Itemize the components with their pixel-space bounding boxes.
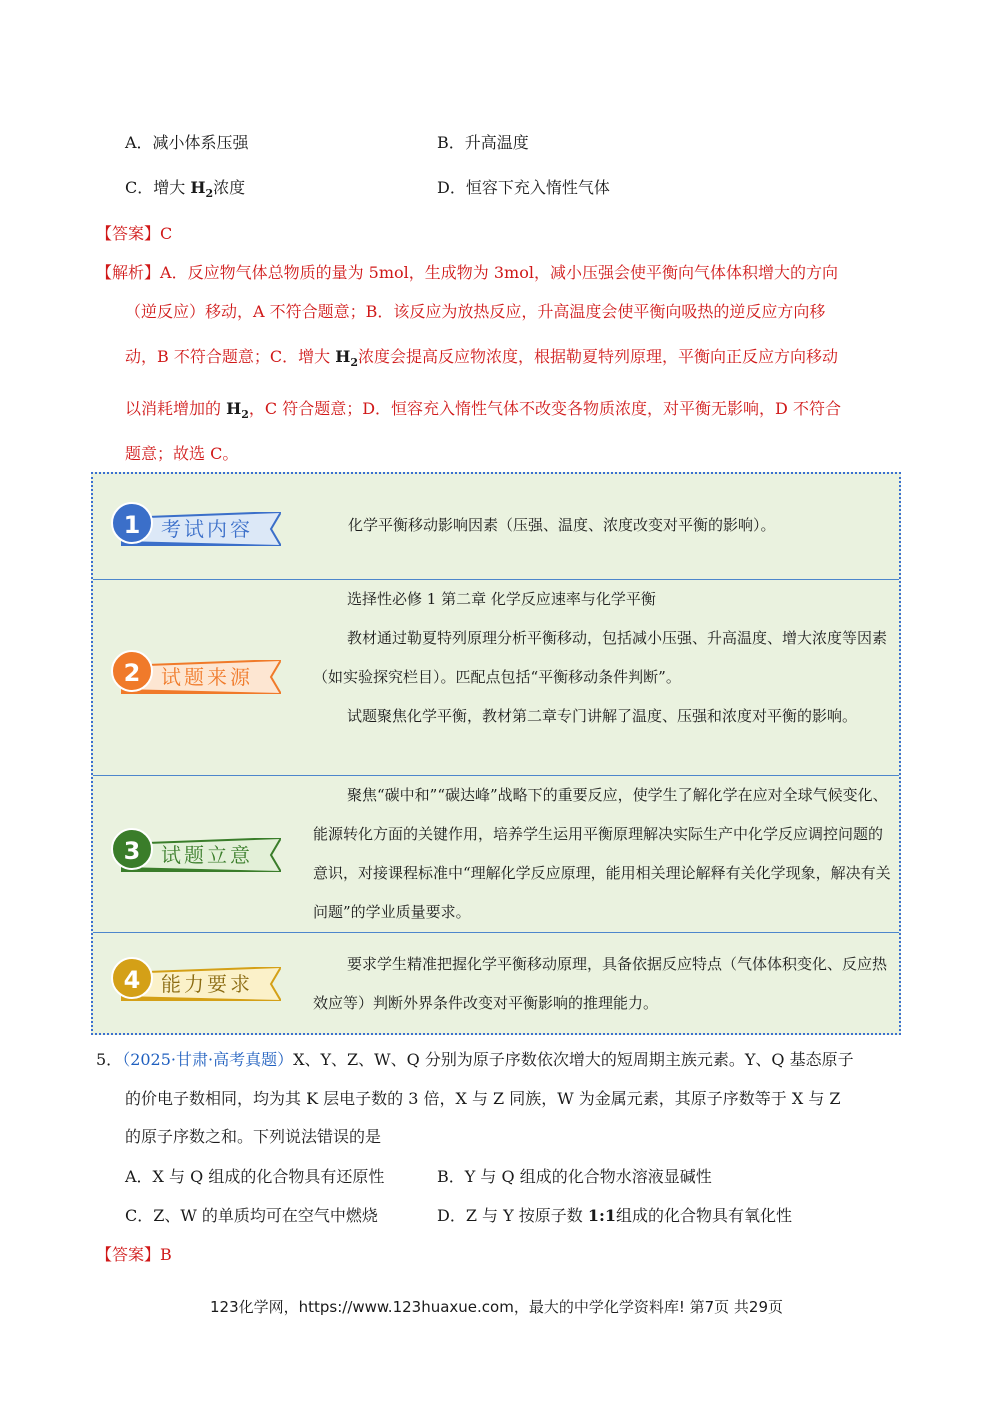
badge-ability-requirement <box>111 953 281 1013</box>
row-ability-requirement <box>93 933 899 1033</box>
badge-label-1: 考试内容 <box>161 517 253 541</box>
q4-analysis-line3: 动，B 不符合题意；C．增大 $H_2$浓度会提高反应物浓度，根据勒夏特列原理，平衡向正反应方向移动 <box>125 347 838 370</box>
badge-exam-content <box>111 498 281 558</box>
row4-text: 要求学生精准把握化学平衡移动原理，具备依据反应特点（气体体积变化、反应热效应等）判断外界条件改变对平衡影响的推理能力。 <box>313 955 888 1012</box>
badge-number-2: 2 <box>111 650 153 692</box>
q4-answer: 【答案】C <box>96 224 173 243</box>
q5-stem-line2: 的价电子数相同，均为其 K 层电子数的 3 倍，X 与 Z 同族，W 为金属元素，其原子序数等于 X 与 Z <box>125 1089 841 1108</box>
q4-option-d: D．恒容下充入惰性气体 <box>437 178 610 197</box>
badge-number-4: 4 <box>111 957 153 999</box>
badge-question-source <box>111 646 281 706</box>
badge-label-3: 试题立意 <box>161 843 253 867</box>
badge-label-4: 能力要求 <box>161 972 253 996</box>
row-question-source <box>93 580 899 774</box>
row-exam-content <box>93 474 899 579</box>
page-footer: 123化学网，https://www.123huaxue.com，最大的中学化学资料库! 第7页 共29页 <box>209 1298 784 1316</box>
row2-text: 选择性必修 1 第二章 化学反应速率与化学平衡 教材通过勒夏特列原理分析平衡移动，包括减小压强、升高温度、增大浓度等因素（如实验探究栏目）。匹配点包括“平衡移动条件判断”。 试题聚焦化学平衡，教材第二章专门讲解了温度、压强和浓度对平衡的影响。 <box>313 590 888 725</box>
row-question-intent <box>93 776 899 931</box>
q5-option-d: D．Z 与 Y 按原子数 1:1组成的化合物具有氧化性 <box>437 1206 793 1225</box>
row1-text: 化学平衡移动影响因素（压强、温度、浓度改变对平衡的影响）。 <box>348 516 776 534</box>
q4-option-a: A．减小体系压强 <box>125 133 249 152</box>
q4-option-c: C．增大 $H_2$浓度 <box>125 178 246 201</box>
q4-analysis-line2: （逆反应）移动，A 不符合题意；B．该反应为放热反应，升高温度会使平衡向吸热的逆反应方向移 <box>125 302 826 321</box>
q5-option-b: B．Y 与 Q 组成的化合物水溶液显碱性 <box>437 1167 712 1186</box>
q5-option-c: C．Z、W 的单质均可在空气中燃烧 <box>125 1206 378 1225</box>
badge-label-2: 试题来源 <box>161 665 253 689</box>
badge-number-1: 1 <box>111 502 153 544</box>
q4-analysis-line4: 以消耗增加的 $H_2$，C 符合题意；D．恒容充入惰性气体不改变各物质浓度，对平衡无影响，D 不符合 <box>125 399 841 422</box>
q5-option-a: A．X 与 Q 组成的化合物具有还原性 <box>125 1167 385 1186</box>
exam-analysis-box <box>91 472 901 1035</box>
badge-number-3: 3 <box>111 828 153 870</box>
q4-option-b: B．升高温度 <box>437 133 529 152</box>
q4-analysis-line5: 题意；故选 C。 <box>125 444 239 463</box>
q5-answer: 【答案】B <box>96 1245 172 1264</box>
q5-stem-line1: 5．（2025·甘肃·高考真题）X、Y、Z、W、Q 分别为原子序数依次增大的短周期主族元素。Y、Q 基态原子 <box>96 1050 854 1069</box>
q5-stem-line3: 的原子序数之和。下列说法错误的是 <box>125 1127 382 1146</box>
q4-analysis-line1: 【解析】A．反应物气体总物质的量为 5mol，生成物为 3mol，减小压强会使平衡向气体体积增大的方向 <box>96 263 838 282</box>
row3-text: 聚焦“碳中和”“碳达峰”战略下的重要反应，使学生了解化学在应对全球气候变化、能源转化方面的关键作用，培养学生运用平衡原理解决实际生产中化学反应调控问题的意识，对接课程标准中“理解化学反应原理，能用相关理论解释有关化学现象，解决有关问题”的学业质量要求。 <box>313 786 891 921</box>
badge-question-intent <box>111 824 281 884</box>
